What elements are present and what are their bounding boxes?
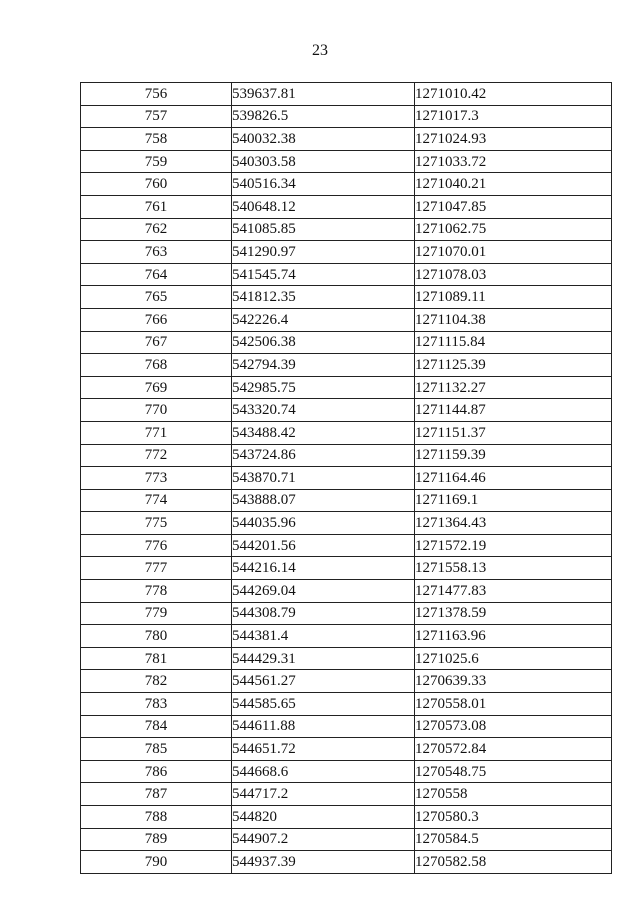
point-number-cell: 787	[81, 783, 232, 806]
y-coordinate-cell: 1271033.72	[415, 150, 612, 173]
point-number-cell: 773	[81, 467, 232, 490]
y-coordinate-cell: 1271477.83	[415, 580, 612, 603]
x-coordinate-cell: 542985.75	[232, 376, 415, 399]
table-row	[81, 806, 612, 829]
x-coordinate-cell: 541812.35	[232, 286, 415, 309]
table-row	[81, 150, 612, 173]
table-row	[81, 693, 612, 716]
point-number-cell: 770	[81, 399, 232, 422]
table-row	[81, 83, 612, 106]
y-coordinate-cell: 1271144.87	[415, 399, 612, 422]
table-row	[81, 647, 612, 670]
x-coordinate-cell: 540516.34	[232, 173, 415, 196]
y-coordinate-cell: 1270558.01	[415, 693, 612, 716]
table-row	[81, 218, 612, 241]
table-row	[81, 195, 612, 218]
x-coordinate-cell: 540303.58	[232, 150, 415, 173]
y-coordinate-cell: 1271025.6	[415, 647, 612, 670]
table-row	[81, 828, 612, 851]
table-row	[81, 851, 612, 874]
x-coordinate-cell: 542506.38	[232, 331, 415, 354]
table-row	[81, 286, 612, 309]
table-row	[81, 354, 612, 377]
x-coordinate-cell: 540648.12	[232, 195, 415, 218]
point-number-cell: 757	[81, 105, 232, 128]
y-coordinate-cell: 1270572.84	[415, 738, 612, 761]
table-row	[81, 489, 612, 512]
point-number-cell: 767	[81, 331, 232, 354]
point-number-cell: 756	[81, 83, 232, 106]
table-row	[81, 467, 612, 490]
y-coordinate-cell: 1270582.58	[415, 851, 612, 874]
point-number-cell: 789	[81, 828, 232, 851]
point-number-cell: 785	[81, 738, 232, 761]
x-coordinate-cell: 544820	[232, 806, 415, 829]
y-coordinate-cell: 1271159.39	[415, 444, 612, 467]
point-number-cell: 774	[81, 489, 232, 512]
point-number-cell: 778	[81, 580, 232, 603]
table-row	[81, 580, 612, 603]
table-row	[81, 173, 612, 196]
y-coordinate-cell: 1270573.08	[415, 715, 612, 738]
table-row	[81, 421, 612, 444]
y-coordinate-cell: 1271163.96	[415, 625, 612, 648]
y-coordinate-cell: 1271115.84	[415, 331, 612, 354]
point-number-cell: 775	[81, 512, 232, 535]
y-coordinate-cell: 1271089.11	[415, 286, 612, 309]
point-number-cell: 790	[81, 851, 232, 874]
x-coordinate-cell: 544907.2	[232, 828, 415, 851]
table-row	[81, 263, 612, 286]
y-coordinate-cell: 1271572.19	[415, 534, 612, 557]
table-row	[81, 331, 612, 354]
y-coordinate-cell: 1271558.13	[415, 557, 612, 580]
x-coordinate-cell: 542794.39	[232, 354, 415, 377]
x-coordinate-cell: 543724.86	[232, 444, 415, 467]
x-coordinate-cell: 541085.85	[232, 218, 415, 241]
x-coordinate-cell: 544717.2	[232, 783, 415, 806]
table-row	[81, 376, 612, 399]
x-coordinate-cell: 544035.96	[232, 512, 415, 535]
y-coordinate-cell: 1270584.5	[415, 828, 612, 851]
x-coordinate-cell: 543320.74	[232, 399, 415, 422]
x-coordinate-cell: 544308.79	[232, 602, 415, 625]
point-number-cell: 764	[81, 263, 232, 286]
y-coordinate-cell: 1271378.59	[415, 602, 612, 625]
table-row	[81, 105, 612, 128]
x-coordinate-cell: 544585.65	[232, 693, 415, 716]
point-number-cell: 766	[81, 308, 232, 331]
y-coordinate-cell: 1271070.01	[415, 241, 612, 264]
y-coordinate-cell: 1271024.93	[415, 128, 612, 151]
x-coordinate-cell: 544201.56	[232, 534, 415, 557]
y-coordinate-cell: 1270548.75	[415, 760, 612, 783]
table-row	[81, 715, 612, 738]
table-row	[81, 128, 612, 151]
x-coordinate-cell: 543888.07	[232, 489, 415, 512]
point-number-cell: 786	[81, 760, 232, 783]
table-row	[81, 444, 612, 467]
x-coordinate-cell: 540032.38	[232, 128, 415, 151]
x-coordinate-cell: 541545.74	[232, 263, 415, 286]
page-number: 23	[312, 42, 328, 59]
point-number-cell: 784	[81, 715, 232, 738]
point-number-cell: 762	[81, 218, 232, 241]
x-coordinate-cell: 544429.31	[232, 647, 415, 670]
y-coordinate-cell: 1271132.27	[415, 376, 612, 399]
table-row	[81, 738, 612, 761]
x-coordinate-cell: 543870.71	[232, 467, 415, 490]
y-coordinate-cell: 1271078.03	[415, 263, 612, 286]
point-number-cell: 776	[81, 534, 232, 557]
table-row	[81, 241, 612, 264]
point-number-cell: 780	[81, 625, 232, 648]
coordinates-table	[80, 82, 612, 874]
coordinates-table-body	[81, 83, 612, 874]
point-number-cell: 788	[81, 806, 232, 829]
table-row	[81, 670, 612, 693]
y-coordinate-cell: 1271017.3	[415, 105, 612, 128]
table-row	[81, 625, 612, 648]
table-row	[81, 602, 612, 625]
point-number-cell: 771	[81, 421, 232, 444]
x-coordinate-cell: 544668.6	[232, 760, 415, 783]
x-coordinate-cell: 539637.81	[232, 83, 415, 106]
x-coordinate-cell: 544611.88	[232, 715, 415, 738]
x-coordinate-cell: 543488.42	[232, 421, 415, 444]
y-coordinate-cell: 1270639.33	[415, 670, 612, 693]
x-coordinate-cell: 544269.04	[232, 580, 415, 603]
point-number-cell: 782	[81, 670, 232, 693]
point-number-cell: 779	[81, 602, 232, 625]
y-coordinate-cell: 1270580.3	[415, 806, 612, 829]
y-coordinate-cell: 1271125.39	[415, 354, 612, 377]
x-coordinate-cell: 544937.39	[232, 851, 415, 874]
point-number-cell: 761	[81, 195, 232, 218]
y-coordinate-cell: 1271169.1	[415, 489, 612, 512]
x-coordinate-cell: 541290.97	[232, 241, 415, 264]
point-number-cell: 760	[81, 173, 232, 196]
point-number-cell: 772	[81, 444, 232, 467]
y-coordinate-cell: 1271104.38	[415, 308, 612, 331]
table-row	[81, 783, 612, 806]
y-coordinate-cell: 1271062.75	[415, 218, 612, 241]
table-row	[81, 399, 612, 422]
point-number-cell: 763	[81, 241, 232, 264]
x-coordinate-cell: 544561.27	[232, 670, 415, 693]
y-coordinate-cell: 1271047.85	[415, 195, 612, 218]
point-number-cell: 781	[81, 647, 232, 670]
point-number-cell: 758	[81, 128, 232, 151]
x-coordinate-cell: 544381.4	[232, 625, 415, 648]
point-number-cell: 768	[81, 354, 232, 377]
x-coordinate-cell: 544216.14	[232, 557, 415, 580]
y-coordinate-cell: 1270558	[415, 783, 612, 806]
table-row	[81, 760, 612, 783]
x-coordinate-cell: 542226.4	[232, 308, 415, 331]
table-row	[81, 557, 612, 580]
point-number-cell: 765	[81, 286, 232, 309]
point-number-cell: 769	[81, 376, 232, 399]
y-coordinate-cell: 1271040.21	[415, 173, 612, 196]
point-number-cell: 783	[81, 693, 232, 716]
point-number-cell: 759	[81, 150, 232, 173]
point-number-cell: 777	[81, 557, 232, 580]
y-coordinate-cell: 1271364.43	[415, 512, 612, 535]
table-row	[81, 308, 612, 331]
x-coordinate-cell: 544651.72	[232, 738, 415, 761]
y-coordinate-cell: 1271151.37	[415, 421, 612, 444]
table-row	[81, 512, 612, 535]
x-coordinate-cell: 539826.5	[232, 105, 415, 128]
y-coordinate-cell: 1271164.46	[415, 467, 612, 490]
table-row	[81, 534, 612, 557]
y-coordinate-cell: 1271010.42	[415, 83, 612, 106]
